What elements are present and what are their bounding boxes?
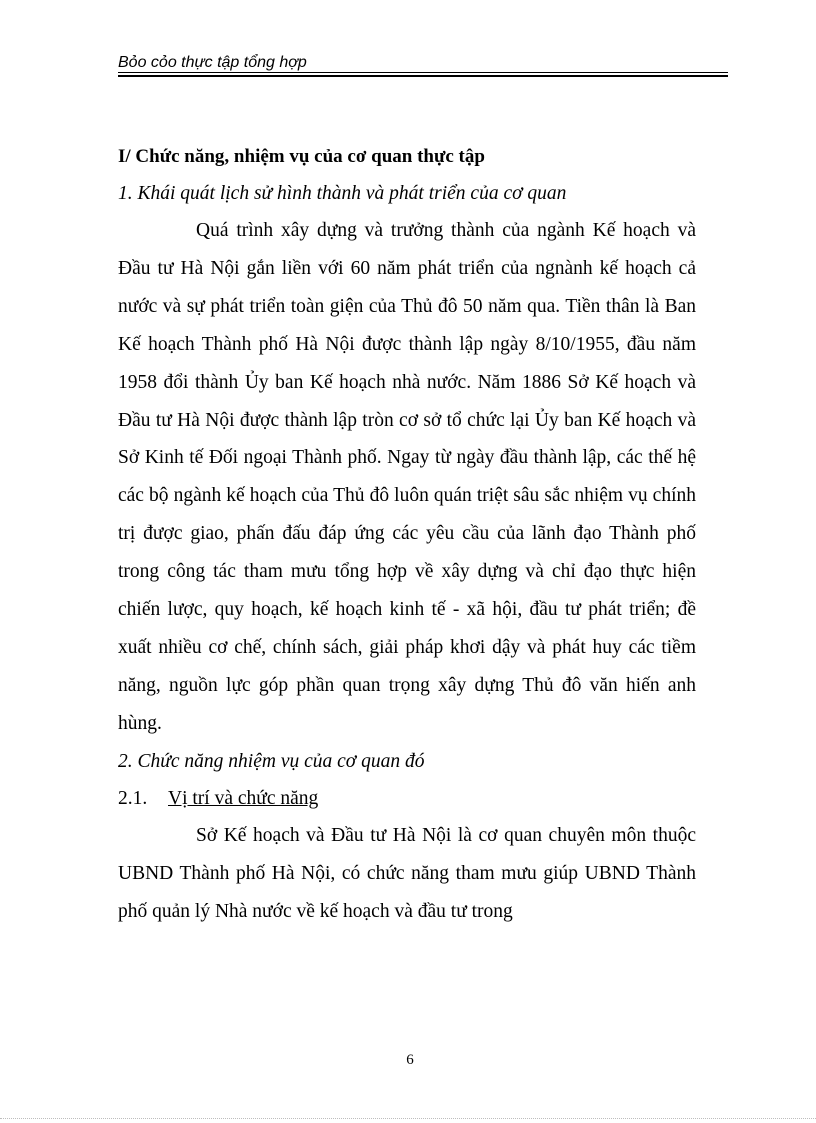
page-number: 6 [406,1052,414,1068]
subheading-history: 1. Khái quát lịch sử hình thành và phát triển của cơ quan [118,183,567,204]
page-bottom-border [0,1118,816,1119]
paragraph-history: Quá trình xây dựng và trưởng thành của ngành Kế hoạch và Đầu tư Hà Nội gắn liền với 60 năm phát triển của ngnành kế hoạch cả nước và sự phát triển toàn giện của Thủ đô 50 năm qua. Tiền thân là Ban Kế hoạch Thành phố Hà Nội được thành lập ngày 8/10/1955, đầu năm 1958 đổi thành Ủy ban Kế hoạch nhà nước. Năm 1886 Sở Kế hoạch và Đầu tư Hà Nội được thành lập tròn cơ sở tổ chức lại Ủy ban Kế hoạch và Sở Kinh tế Đối ngoại Thành phố. Ngay từ ngày đầu thành lập, các thế hệ các bộ ngành kế hoạch của Thủ đô luôn quán triệt sâu sắc nhiệm vụ chính trị được giao, phấn đấu đáp ứng các yêu cầu của lãnh đạo Thành phố trong công tác tham mưu tổng hợp về xây dựng và chỉ đạo thực hiện chiến lược, quy hoạch, kế hoạch kinh tế - xã hội, đầu tư phát triển; đề xuất nhiều cơ chế, chính sách, giải pháp khơi dậy và phát huy các tiềm năng, nguồn lực góp phần quan trọng xây dựng Thủ đô văn hiến anh hùng. [118,220,696,734]
paragraph-position: Sở Kế hoạch và Đầu tư Hà Nội là cơ quan chuyên môn thuộc UBND Thành phố Hà Nội, có chức năng tham mưu giúp UBND Thành phố quản lý Nhà nước về kế hoạch và đầu tư trong [118,824,696,922]
running-header: Bỏo cỏo thực tập tổng hợp [118,54,307,71]
subsection-title: Vị trí và chức năng [168,787,319,809]
subheading-functions: 2. Chức năng nhiệm vụ của cơ quan đó [118,750,425,772]
subsection-number: 2.1. [118,787,148,809]
header-rule-thin [118,72,728,73]
section-heading: I/ Chức năng, nhiệm vụ của cơ quan thực tập [118,146,485,167]
header-rule-thick [118,75,728,77]
document-body [118,138,696,930]
subsection-2-1 [118,780,696,817]
